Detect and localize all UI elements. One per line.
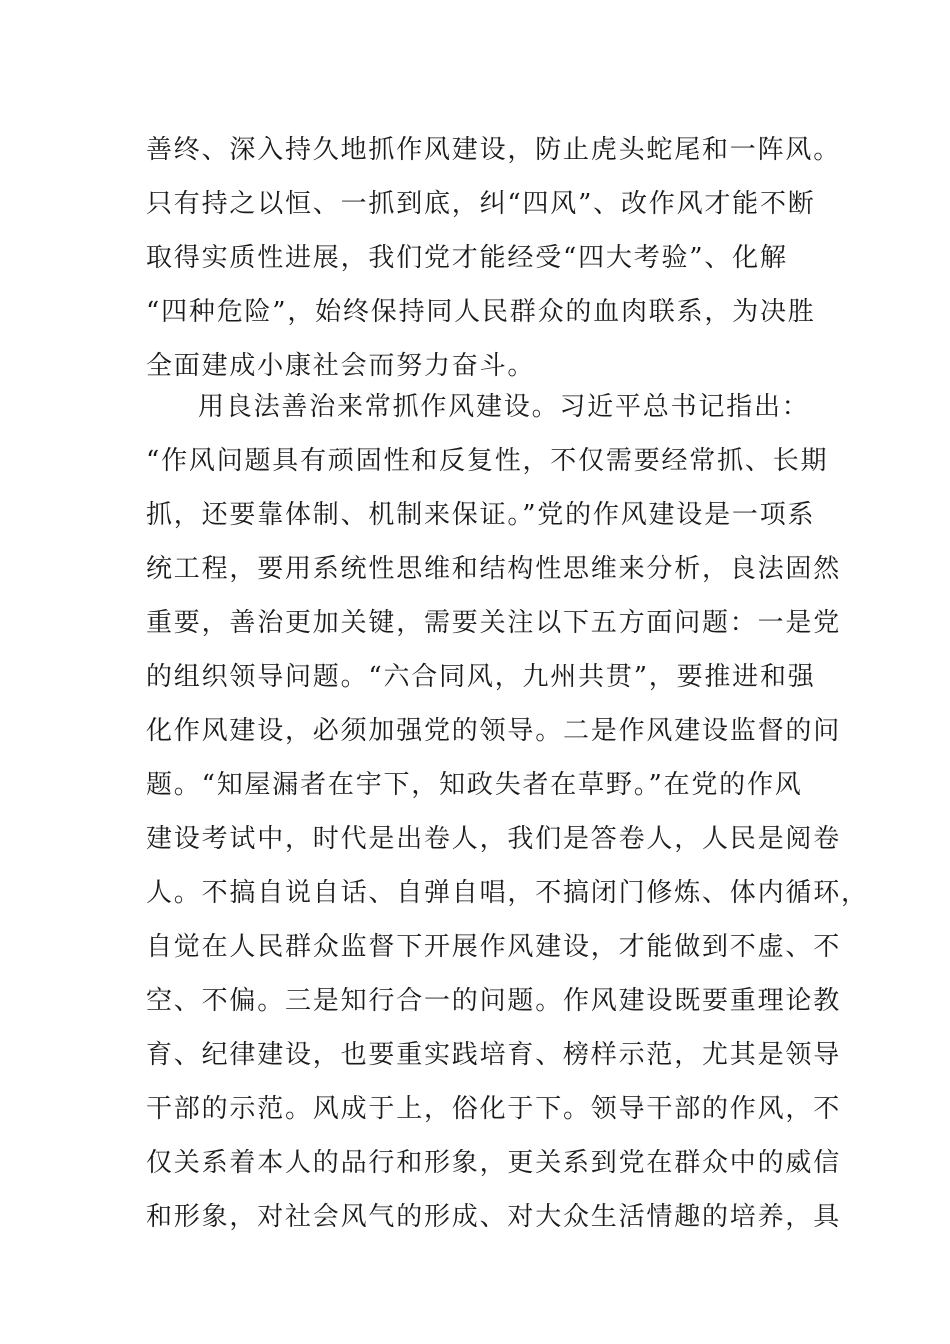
paragraph-continued [146, 123, 842, 393]
text-line: 化作风建设，必须加强党的领导。二是作风建设监督的问 [146, 716, 842, 746]
text-line: 仅关系着本人的品行和形象，更关系到党在群众中的威信 [146, 1148, 842, 1178]
text-line: 和形象，对社会风气的形成、对大众生活情趣的培养，具 [146, 1202, 842, 1232]
text-line: 自觉在人民群众监督下开展作风建设，才能做到不虚、不 [146, 932, 842, 962]
text-line: 育、纪律建设，也要重实践培育、榜样示范，尤其是领导 [146, 1040, 842, 1070]
text-line: 善终、深入持久地抓作风建设，防止虎头蛇尾和一阵风。 [146, 135, 842, 165]
text-line: 的组织领导问题。“六合同风，九州共贯”，要推进和强 [146, 662, 816, 692]
text-line: 干部的示范。风成于上，俗化于下。领导干部的作风，不 [146, 1094, 842, 1124]
paragraph-first-line: 用良法善治来常抓作风建设。习近平总书记指出： [198, 392, 810, 422]
text-line: 取得实质性进展，我们党才能经受“四大考验”、化解 [146, 243, 788, 273]
paragraph-good-law-governance [146, 380, 869, 1244]
text-line: 建设考试中，时代是出卷人，我们是答卷人，人民是阅卷 [146, 824, 842, 854]
text-line: 重要，善治更加关键，需要关注以下五方面问题：一是党 [146, 608, 842, 638]
text-line: 题。“知屋漏者在宇下，知政失者在草野。”在党的作风 [146, 770, 803, 800]
text-line: “作风问题具有顽固性和反复性，不仅需要经常抓、长期 [146, 446, 829, 476]
text-line: 统工程，要用系统性思维和结构性思维来分析，良法固然 [146, 554, 842, 584]
text-line: 抓，还要靠体制、机制来保证。”党的作风建设是一项系 [146, 500, 816, 530]
text-line: “四种危险”，始终保持同人民群众的血肉联系，为决胜 [146, 297, 816, 327]
text-line: 空、不偏。三是知行合一的问题。作风建设既要重理论教 [146, 986, 842, 1016]
text-line: 只有持之以恒、一抓到底，纠“四风”、改作风才能不断 [146, 189, 816, 219]
text-line: 全面建成小康社会而努力奋斗。 [146, 351, 536, 381]
text-line: 人。不搞自说自话、自弹自唱，不搞闭门修炼、体内循环， [146, 878, 869, 908]
